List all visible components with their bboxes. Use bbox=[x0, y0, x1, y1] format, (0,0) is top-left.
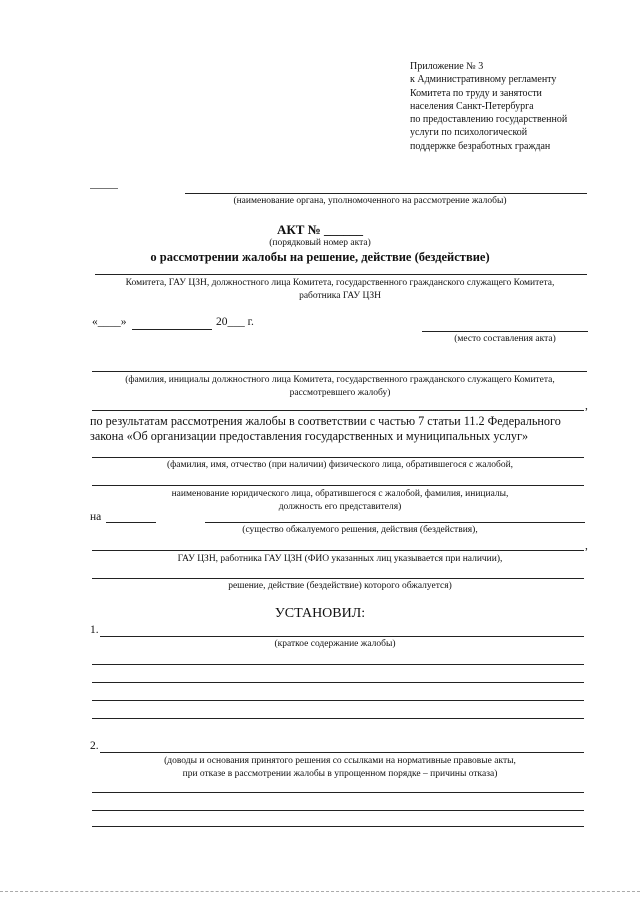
act-title: АКТ № ______ bbox=[276, 222, 364, 237]
scan-mark bbox=[90, 188, 118, 189]
committee-line bbox=[95, 274, 587, 275]
place-caption: (место составления акта) bbox=[454, 334, 556, 344]
official-caption-2: рассмотревшего жалобу) bbox=[289, 388, 391, 398]
item2-blank-line bbox=[92, 826, 584, 827]
item1-caption: (краткое содержание жалобы) bbox=[274, 639, 396, 649]
on-short-line bbox=[106, 522, 156, 523]
committee-caption-1: Комитета, ГАУ ЦЗН, должностного лица Комитета, государственного гражданского служащего Комитета, bbox=[125, 278, 555, 288]
act-subtitle: о рассмотрении жалобы на решение, действие (бездействие) bbox=[150, 250, 490, 264]
item2-caption-1: (доводы и основания принятого решения со ссылками на нормативные правовые акты, bbox=[164, 756, 516, 766]
appendix-block bbox=[410, 60, 610, 153]
item1-blank-line bbox=[92, 664, 584, 665]
appendix-line: Приложение № 3 bbox=[410, 61, 484, 72]
committee-caption-2: работника ГАУ ЦЗН bbox=[299, 291, 381, 301]
basis-line-2: закона «Об организации предоставления государственных и муниципальных услуг» bbox=[90, 429, 529, 443]
appendix-line: поддержке безработных граждан bbox=[410, 140, 551, 152]
decision-line bbox=[92, 578, 584, 579]
person-line bbox=[92, 457, 584, 458]
legal-line bbox=[92, 485, 584, 486]
item1-blank-line bbox=[92, 700, 584, 701]
appendix-line: Комитета по труду и занятости bbox=[410, 87, 542, 99]
basis-line-1: по результатам рассмотрения жалобы в соответствии с частью 7 статьи 11.2 Федерального bbox=[90, 414, 561, 428]
place-line bbox=[422, 331, 588, 332]
appendix-line: по предоставлению государственной bbox=[410, 114, 568, 126]
decision-caption: решение, действие (бездействие) которого обжалуется) bbox=[228, 581, 452, 591]
item2-line bbox=[100, 752, 584, 753]
legal-caption-2: должность его представителя) bbox=[278, 502, 402, 512]
item1-blank-line bbox=[92, 718, 584, 719]
item2-caption-2: при отказе в рассмотрении жалобы в упрощенном порядке – причины отказа) bbox=[182, 769, 498, 779]
item1-line bbox=[100, 636, 584, 637]
item2-blank-line bbox=[92, 810, 584, 811]
comma: , bbox=[585, 400, 588, 412]
legal-caption-1: наименование юридического лица, обратившегося с жалобой, фамилия, инициалы, bbox=[171, 489, 509, 499]
date-year: 20___ г. bbox=[216, 316, 254, 328]
on-line bbox=[205, 522, 585, 523]
item1-blank-line bbox=[92, 682, 584, 683]
item2-number: 2. bbox=[90, 740, 99, 752]
date-month-line bbox=[132, 329, 212, 330]
item2-blank-line bbox=[92, 792, 584, 793]
organ-caption: (наименование органа, уполномоченного на рассмотрение жалобы) bbox=[233, 196, 507, 206]
official-line bbox=[92, 371, 587, 372]
comma: , bbox=[585, 540, 588, 552]
established-heading: УСТАНОВИЛ: bbox=[274, 606, 366, 621]
essence-caption: (существо обжалуемого решения, действия (бездействия), bbox=[242, 525, 478, 535]
date-day: «____» bbox=[92, 316, 127, 328]
on-label: на bbox=[90, 511, 102, 523]
appendix-line: населения Санкт-Петербурга bbox=[410, 100, 534, 112]
act-number-caption: (порядковый номер акта) bbox=[269, 238, 371, 248]
official-caption-1: (фамилия, инициалы должностного лица Комитета, государственного гражданского служащего Комитета, bbox=[125, 375, 555, 385]
appendix-line: к Административному регламенту bbox=[410, 74, 557, 86]
gau-line bbox=[92, 550, 584, 551]
item1-number: 1. bbox=[90, 624, 99, 636]
appendix-line: услуги по психологической bbox=[410, 127, 528, 139]
basis-text bbox=[90, 414, 600, 444]
gau-caption: ГАУ ЦЗН, работника ГАУ ЦЗН (ФИО указанных лиц указывается при наличии), bbox=[177, 554, 503, 564]
official-name-line bbox=[92, 410, 584, 411]
scan-edge bbox=[0, 891, 640, 892]
organ-line bbox=[185, 193, 587, 194]
person-caption: (фамилия, имя, отчество (при наличии) физического лица, обратившегося с жалобой, bbox=[166, 460, 514, 470]
